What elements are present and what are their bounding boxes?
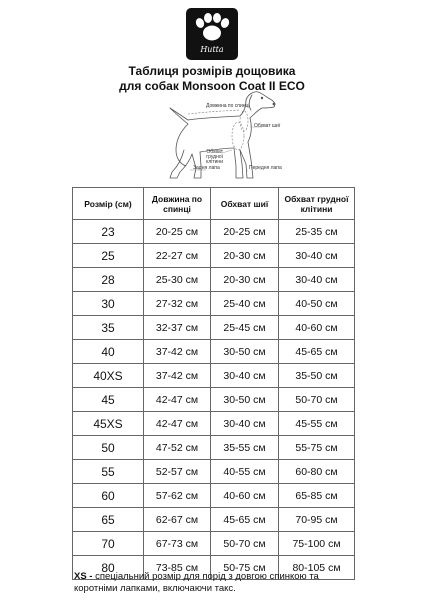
back-length-line	[188, 110, 240, 114]
table-row	[73, 460, 355, 484]
table-cell: 47-52 см	[144, 436, 211, 460]
table-cell: 40-60 см	[279, 316, 355, 340]
table-cell: 37-42 см	[144, 364, 211, 388]
label-front-paw: Передня лапа	[249, 165, 282, 171]
table-cell: 67-73 см	[144, 532, 211, 556]
table-cell: 42-47 см	[144, 412, 211, 436]
measure-lines	[188, 110, 248, 150]
table-cell: 23	[73, 220, 144, 244]
table-cell: 70	[73, 532, 144, 556]
table-cell: 35-55 см	[211, 436, 279, 460]
table-cell: 20-30 см	[211, 268, 279, 292]
table-row	[73, 508, 355, 532]
table-cell: 25-45 см	[211, 316, 279, 340]
table-cell: 20-30 см	[211, 244, 279, 268]
table-cell: 45-55 см	[279, 412, 355, 436]
title-line-1: Таблиця розмірів дощовика	[128, 64, 296, 78]
table-cell: 45XS	[73, 412, 144, 436]
table-cell: 35-50 см	[279, 364, 355, 388]
table-cell: 80-105 см	[279, 556, 355, 580]
neck-line	[240, 111, 248, 131]
table-cell: 65	[73, 508, 144, 532]
page-title	[0, 64, 424, 94]
table-cell: 70-95 см	[279, 508, 355, 532]
size-table	[72, 187, 355, 580]
label-neck: Обхват шиї	[254, 123, 281, 129]
table-cell: 45-65 см	[211, 508, 279, 532]
table-cell: 45	[73, 388, 144, 412]
table-cell: 40-50 см	[279, 292, 355, 316]
footnote-bold: XS -	[74, 571, 93, 582]
table-cell: 20-25 см	[211, 220, 279, 244]
table-cell: 40-55 см	[211, 460, 279, 484]
table-cell: 55-75 см	[279, 436, 355, 460]
table-cell: 60-80 см	[279, 460, 355, 484]
table-cell: 57-62 см	[144, 484, 211, 508]
label-back-length: Довжина по спинці	[206, 103, 250, 109]
table-cell: 65-85 см	[279, 484, 355, 508]
table-body	[73, 220, 355, 580]
table-cell: 40	[73, 340, 144, 364]
brand-logo	[186, 8, 238, 60]
table-cell: 25	[73, 244, 144, 268]
table-cell: 30-40 см	[279, 268, 355, 292]
table-row	[73, 340, 355, 364]
table-cell: 80	[73, 556, 144, 580]
column-header: Обхват шиї	[211, 188, 279, 220]
table-cell: 25-40 см	[211, 292, 279, 316]
table-cell: 55	[73, 460, 144, 484]
table-cell: 28	[73, 268, 144, 292]
table-cell: 37-42 см	[144, 340, 211, 364]
column-header: Розмір (см)	[73, 188, 144, 220]
title-line-2: для собак Monsoon Coat II ECO	[119, 79, 305, 93]
footnote-text: спеціальний розмір для порід з довгою спинкою та коротніми лапками, включаючи такс.	[74, 571, 319, 594]
label-hind-paw: Задня лапа	[193, 165, 220, 171]
table-cell: 40XS	[73, 364, 144, 388]
table-row	[73, 532, 355, 556]
table-cell: 30-50 см	[211, 388, 279, 412]
table-row	[73, 412, 355, 436]
table-cell: 30-50 см	[211, 340, 279, 364]
table-cell: 30	[73, 292, 144, 316]
logo-text: Hutta	[200, 45, 224, 54]
table-row	[73, 436, 355, 460]
label-chest: Обхват грудної клітини	[206, 149, 223, 165]
chest-line	[232, 122, 244, 150]
table-cell: 30-40 см	[279, 244, 355, 268]
table-row	[73, 388, 355, 412]
column-header: Довжина по спинці	[144, 188, 211, 220]
table-row	[73, 292, 355, 316]
table-cell: 42-47 см	[144, 388, 211, 412]
table-cell: 52-57 см	[144, 460, 211, 484]
table-cell: 20-25 см	[144, 220, 211, 244]
table-cell: 50	[73, 436, 144, 460]
table-cell: 73-85 см	[144, 556, 211, 580]
table-cell: 75-100 см	[279, 532, 355, 556]
table-row	[73, 484, 355, 508]
table-cell: 62-67 см	[144, 508, 211, 532]
table-cell: 40-60 см	[211, 484, 279, 508]
table-cell: 30-40 см	[211, 412, 279, 436]
table-cell: 32-37 см	[144, 316, 211, 340]
table-row	[73, 220, 355, 244]
table-row	[73, 268, 355, 292]
table-cell: 50-70 см	[279, 388, 355, 412]
column-header: Обхват грудної клітини	[279, 188, 355, 220]
table-cell: 22-27 см	[144, 244, 211, 268]
table-cell: 50-75 см	[211, 556, 279, 580]
table-cell: 60	[73, 484, 144, 508]
table-row	[73, 316, 355, 340]
table-cell: 50-70 см	[211, 532, 279, 556]
table-header-row	[73, 188, 355, 220]
table-cell: 30-40 см	[211, 364, 279, 388]
table-row	[73, 364, 355, 388]
table-cell: 27-32 см	[144, 292, 211, 316]
table-cell: 25-35 см	[279, 220, 355, 244]
table-row	[73, 244, 355, 268]
table-cell: 25-30 см	[144, 268, 211, 292]
table-cell: 35	[73, 316, 144, 340]
footnote	[74, 571, 364, 595]
table-cell: 45-65 см	[279, 340, 355, 364]
